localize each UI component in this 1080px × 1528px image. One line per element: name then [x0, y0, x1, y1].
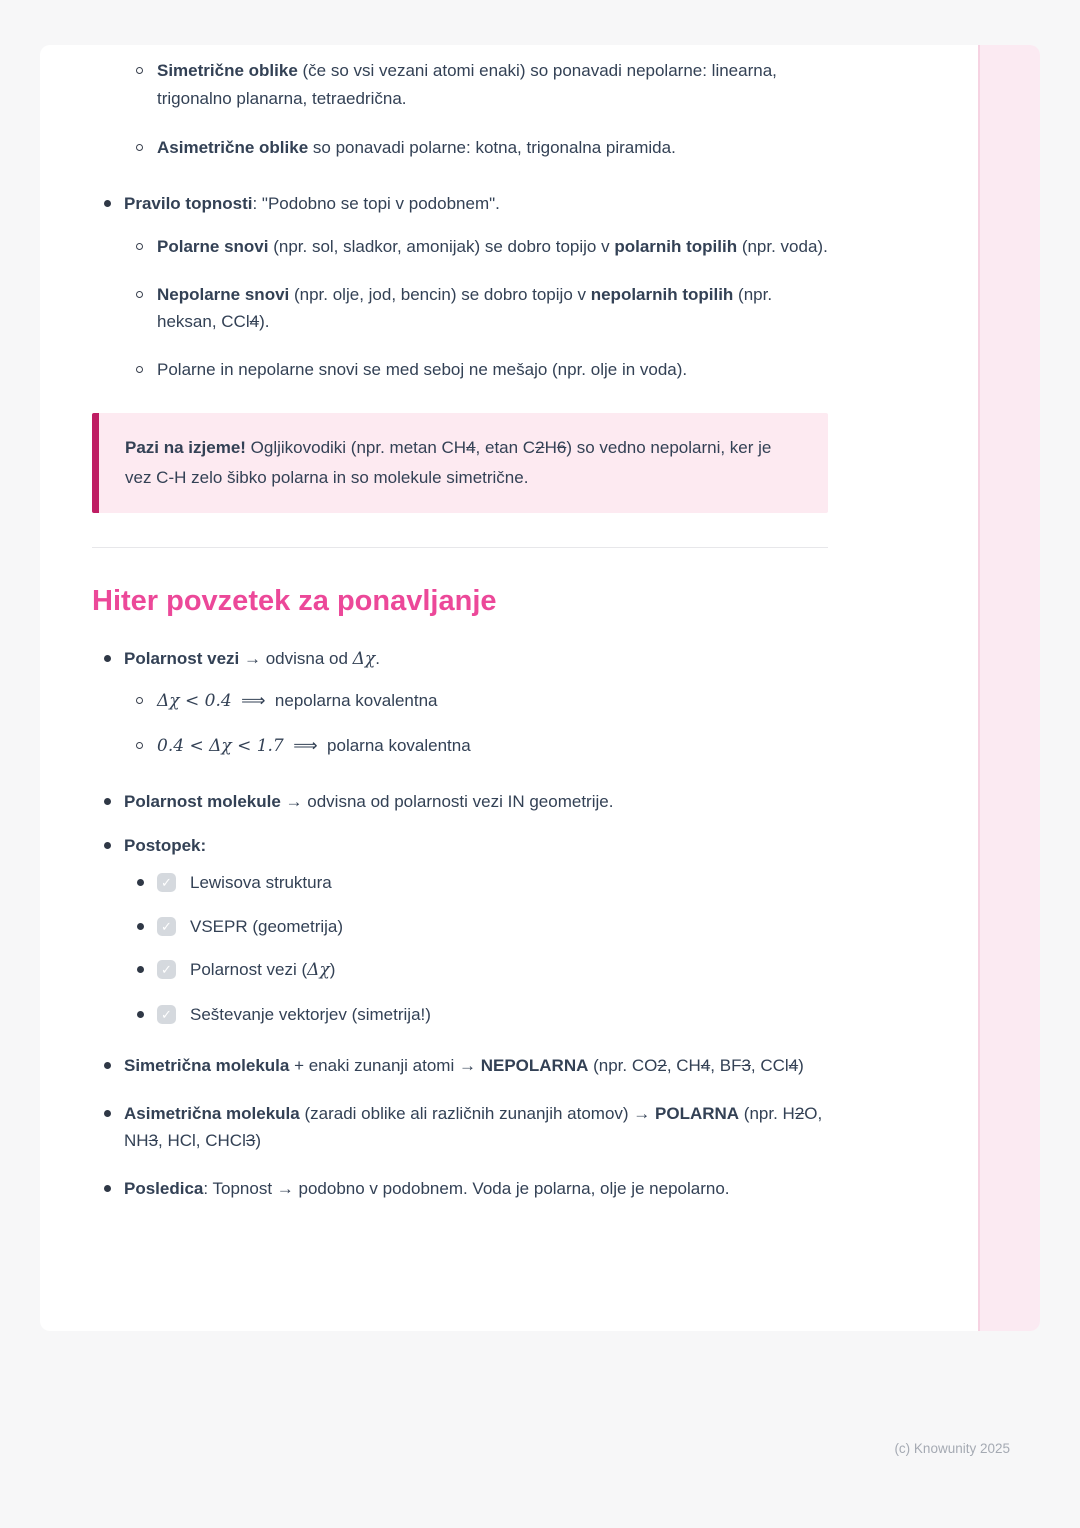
list-item-text: Polarne in nepolarne snovi se med seboj ne mešajo (npr. olje in voda). [157, 359, 688, 379]
checklist-label: VSEPR (geometrija) [190, 916, 344, 936]
circle-bullet-icon [125, 687, 157, 714]
checkbox-checked[interactable] [157, 873, 176, 892]
list-item-solubility-rule [92, 190, 828, 218]
list-item-text: Nepolarne snovi (npr. olje, jod, bencin) se dobro topijo v nepolarnih topilih (npr. heksan, CCl4). [157, 284, 777, 332]
circle-bullet-icon [125, 732, 157, 759]
list-item-symmetric-molecule [92, 1052, 828, 1080]
list-item-asymmetric-molecule [92, 1100, 828, 1155]
circle-bullet-icon [125, 281, 157, 308]
list-item-text: Polarne snovi (npr. sol, sladkor, amonijak) se dobro topijo v polarnih topilih (npr. voda). [157, 237, 828, 257]
disc-bullet-icon [125, 1001, 157, 1028]
disc-bullet-icon [92, 1100, 124, 1127]
checkmark-icon: ✓ [161, 962, 172, 978]
list-item-text: Postopek: [124, 835, 207, 855]
disc-bullet-icon [92, 645, 124, 672]
checklist-item-bond-polarity [125, 956, 828, 985]
checkmark-icon: ✓ [161, 875, 172, 891]
list-item-procedure [92, 832, 828, 860]
list-item-text: Δχ < 0.4 ⟹ nepolarna kovalentna [157, 691, 438, 712]
summary-heading: Hiter povzetek za ponavljanje [92, 584, 497, 617]
circle-bullet-icon [125, 134, 157, 161]
notes-content [40, 45, 978, 1202]
list-item-polar-covalent-rule [125, 732, 828, 761]
checkbox-checked[interactable] [157, 960, 176, 979]
checkbox-checked[interactable] [157, 917, 176, 936]
disc-bullet-icon [125, 956, 157, 983]
checklist-item-vector-sum [125, 1001, 828, 1029]
checklist-label: Lewisova struktura [190, 873, 332, 893]
page-accent-strip [978, 45, 1040, 1331]
list-item-molecule-polarity [92, 788, 828, 816]
list-item-nonpolar-substances [125, 281, 828, 336]
list-item-text: Asimetrične oblike so ponavadi polarne: kotna, trigonalna piramida. [157, 138, 676, 158]
checkbox-checked[interactable] [157, 1005, 176, 1024]
disc-bullet-icon [92, 190, 124, 217]
list-item-text: Polarnost vezi → odvisna od Δχ. [124, 648, 380, 669]
disc-bullet-icon [125, 913, 157, 940]
circle-bullet-icon [125, 57, 157, 84]
disc-bullet-icon [92, 832, 124, 859]
list-item-nonpolar-covalent-rule [125, 687, 828, 716]
list-item-text: Pravilo topnosti: "Podobno se topi v podobnem". [124, 193, 500, 213]
circle-bullet-icon [125, 356, 157, 383]
checklist-label: Polarnost vezi (Δχ) [190, 960, 336, 981]
list-item-text: Posledica: Topnost → podobno v podobnem. Voda je polarna, olje je nepolarno. [124, 1178, 730, 1198]
summary-list [92, 645, 828, 1203]
list-item-text: Polarnost molekule → odvisna od polarnosti vezi IN geometrije. [124, 792, 614, 812]
checkmark-icon: ✓ [161, 1006, 172, 1022]
checklist-item-lewis [125, 869, 828, 897]
warning-callout [92, 413, 828, 513]
copyright-note: (c) Knowunity 2025 [894, 1441, 1010, 1456]
checklist-label: Seštevanje vektorjev (simetrija!) [190, 1004, 431, 1024]
disc-bullet-icon [92, 1175, 124, 1202]
checklist-item-vsepr [125, 913, 828, 941]
disc-bullet-icon [92, 1052, 124, 1079]
checkmark-icon: ✓ [161, 918, 172, 934]
list-item-text: Simetrična molekula + enaki zunanji atomi → NEPOLARNA (npr. CO2, CH4, BF3, CCl4) [124, 1056, 804, 1076]
list-item-asymmetric-shapes [125, 134, 828, 162]
warning-callout-text: Pazi na izjeme! Ogljikovodiki (npr. metan CH4, etan C2H6) so vedno nepolarni, ker je vez C-H zelo šibko polarna in so molekule simetrične. [125, 438, 777, 487]
list-item-text: Asimetrična molekula (zaradi oblike ali različnih zunanjih atomov) → POLARNA (npr. H2O, NH3, HCl, CHCl3) [124, 1103, 827, 1151]
list-item-text: Simetrične oblike (če so vsi vezani atomi enaki) so ponavadi nepolarne: linearna, trigonalno planarna, tetraedrična. [157, 61, 782, 108]
disc-bullet-icon [92, 788, 124, 815]
list-item-bond-polarity [92, 645, 828, 674]
list-item-text: 0.4 < Δχ < 1.7 ⟹ polarna kovalentna [157, 735, 471, 756]
list-item-symmetric-shapes [125, 57, 828, 112]
section-divider [92, 547, 828, 548]
list-item-no-mixing [125, 356, 828, 384]
circle-bullet-icon [125, 233, 157, 260]
notes-card [40, 45, 1040, 1331]
disc-bullet-icon [125, 869, 157, 896]
list-item-polar-substances [125, 233, 828, 261]
list-item-consequence [92, 1175, 828, 1203]
